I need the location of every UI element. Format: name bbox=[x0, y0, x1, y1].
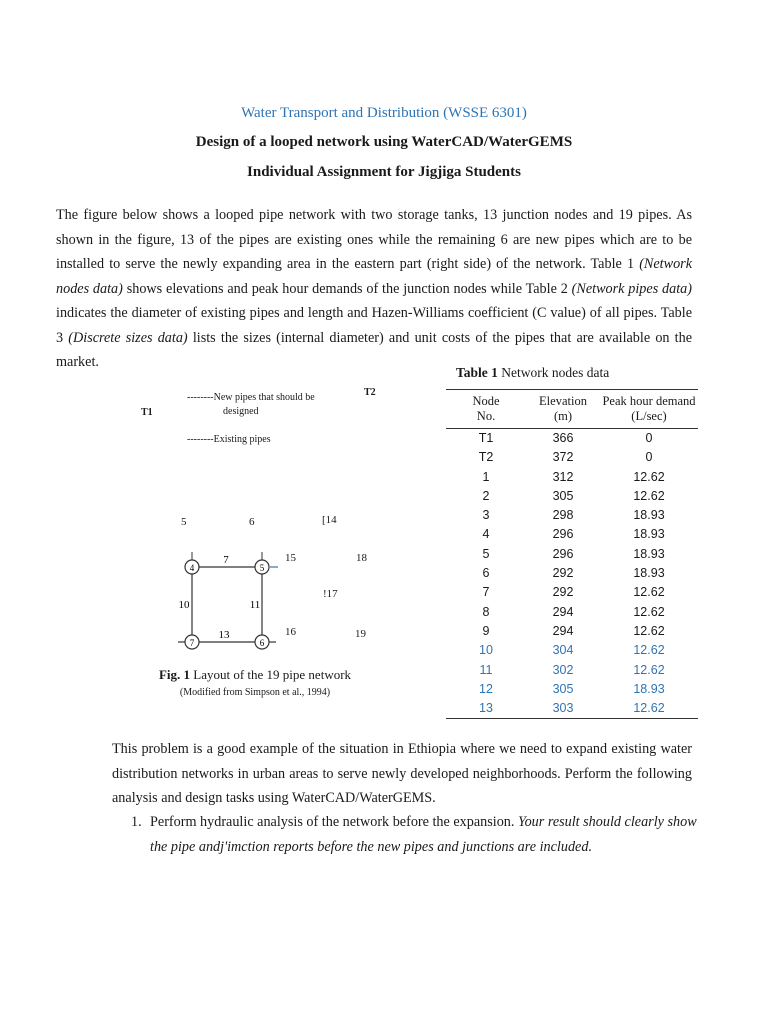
col-node bbox=[446, 390, 526, 429]
table-row bbox=[446, 448, 698, 467]
cell-node: T1 bbox=[478, 431, 494, 445]
intro-italic-1: (Network nodes data) bbox=[56, 256, 692, 297]
table-row bbox=[446, 468, 698, 487]
cell-demand: 18.93 bbox=[633, 508, 665, 523]
cell-demand: 12.62 bbox=[633, 469, 665, 484]
task-text bbox=[150, 810, 698, 859]
intro-text-2: shows elevations and peak hour demands of the junction nodes while Table 2 bbox=[122, 280, 572, 297]
pipe-13-label: 13 bbox=[218, 629, 230, 641]
table-row bbox=[446, 487, 698, 506]
cell-elevation: 294 bbox=[552, 623, 574, 638]
table-row-new-node bbox=[446, 661, 698, 680]
node-6-label: 6 bbox=[259, 638, 265, 648]
pipe-7-label: 7 bbox=[223, 554, 229, 566]
table-row bbox=[446, 583, 698, 602]
task-number: 1. bbox=[131, 814, 142, 830]
col-elevation-label-a: Elevation bbox=[539, 394, 587, 408]
table-row bbox=[446, 506, 698, 525]
cell-elevation: 298 bbox=[552, 508, 574, 523]
legend-new-pipes-2: designed bbox=[223, 406, 259, 417]
col-elevation-label-b: (m) bbox=[553, 409, 573, 423]
nodes-table bbox=[446, 389, 698, 719]
cell-demand: 12.62 bbox=[633, 662, 665, 677]
cell-node: 7 bbox=[482, 585, 490, 600]
cell-node: 10 bbox=[479, 643, 493, 658]
figure-caption bbox=[120, 667, 390, 683]
tank-t1-label: T1 bbox=[141, 407, 153, 418]
problem-paragraph: This problem is a good example of the situation in Ethiopia where we need to expand existing water distribution networks in urban areas to serve newly developed neighborhoods. Perform the following analysis and design tasks using WaterCAD/WaterGEMS. bbox=[112, 741, 692, 806]
cell-node: 13 bbox=[446, 699, 526, 719]
cell-demand: 0 bbox=[645, 450, 653, 465]
course-title: Water Transport and Distribution (WSSE 6301) bbox=[241, 105, 527, 121]
pipe-label-17: !17 bbox=[323, 588, 338, 600]
cell-demand: 12.62 bbox=[633, 643, 665, 658]
legend-new-pipes: --------New pipes that should be bbox=[187, 392, 315, 403]
figure-caption-label: Fig. 1 bbox=[158, 667, 191, 682]
table-caption bbox=[456, 365, 609, 381]
intro-text-1: The figure below shows a looped pipe network with two storage tanks, 13 junction nodes and 19 pipes. As shown in the figure, 13 of the pipes are existing ones while the remaining 6 are new pipes which are to be installed to serve the newly expanding area in the eastern part (right side) of the network. Table 1 bbox=[56, 207, 692, 272]
table-caption-label: Table 1 bbox=[456, 365, 498, 380]
cell-node: 3 bbox=[482, 508, 490, 523]
cell-demand: 18.93 bbox=[633, 681, 665, 696]
cell-elevation: 296 bbox=[552, 527, 574, 542]
cell-demand: 12.62 bbox=[633, 585, 665, 600]
intro-text-4: lists the sizes (internal diameter) and unit costs of the pipes that are available on the market. bbox=[56, 329, 693, 370]
cell-elevation: 372 bbox=[552, 450, 574, 465]
figure-caption-text: Layout of the 19 pipe network bbox=[190, 667, 352, 682]
cell-node: 11 bbox=[479, 662, 493, 677]
network-diagram bbox=[168, 552, 284, 656]
table-row bbox=[446, 564, 698, 583]
legend-existing-pipes: --------Existing pipes bbox=[187, 434, 271, 445]
assignment-title: Design of a looped network using WaterCAD/WaterGEMS bbox=[195, 134, 573, 150]
table-row bbox=[446, 429, 698, 449]
table-row bbox=[446, 622, 698, 641]
task-text-italic: Your result should clearly show the pipe andj'imction reports before the new pipes and junctions are included. bbox=[150, 814, 697, 855]
cell-elevation: 312 bbox=[552, 469, 574, 484]
cell-node: 5 bbox=[482, 546, 490, 561]
cell-demand: 18.93 bbox=[633, 566, 665, 581]
table-caption-text: Network nodes data bbox=[497, 365, 610, 380]
col-demand-label-a: Peak hour demand bbox=[602, 394, 696, 408]
cell-node: 4 bbox=[482, 527, 490, 542]
node-7-label: 7 bbox=[189, 638, 195, 648]
cell-demand: 0 bbox=[645, 431, 653, 445]
pipe-label-19: 19 bbox=[355, 628, 366, 640]
cell-node: 9 bbox=[482, 623, 490, 638]
tank-t2-label: T2 bbox=[364, 387, 376, 398]
cell-elevation: 305 bbox=[552, 681, 574, 696]
cell-demand: 12.62 bbox=[633, 488, 665, 503]
cell-node: T2 bbox=[478, 450, 494, 465]
table-row bbox=[446, 525, 698, 544]
node-5-label: 5 bbox=[259, 563, 265, 573]
cell-node: 1 bbox=[482, 469, 490, 484]
table-row bbox=[446, 545, 698, 564]
table-row bbox=[446, 603, 698, 622]
intro-paragraph bbox=[56, 203, 692, 375]
col-node-label-a: Node bbox=[472, 394, 500, 408]
cell-elevation: 305 bbox=[552, 488, 574, 503]
intro-text-3: indicates the diameter of existing pipes and length and Hazen-Williams coefficient (C value) of all pipes. Table 3 bbox=[56, 305, 692, 346]
intro-italic-2: (Network pipes data) bbox=[571, 280, 692, 297]
table-header-row bbox=[446, 390, 698, 429]
cell-elevation: 292 bbox=[552, 585, 574, 600]
cell-demand: 12.62 bbox=[600, 699, 698, 719]
intro-italic-3: (Discrete sizes data) bbox=[68, 329, 188, 346]
cell-node: 6 bbox=[482, 566, 490, 581]
cell-demand: 12.62 bbox=[633, 604, 665, 619]
cell-demand: 18.93 bbox=[633, 527, 665, 542]
cell-node: 2 bbox=[482, 488, 490, 503]
pipe-label-6: 6 bbox=[249, 516, 255, 528]
node-4-label: 4 bbox=[189, 563, 195, 573]
cell-elevation: 294 bbox=[552, 604, 574, 619]
assignment-subtitle: Individual Assignment for Jigjiga Students bbox=[247, 164, 521, 180]
cell-elevation: 303 bbox=[526, 699, 600, 719]
cell-node: 12 bbox=[479, 681, 493, 696]
table-row-new-node bbox=[446, 641, 698, 660]
col-demand bbox=[600, 390, 698, 429]
table-row-new-node bbox=[446, 699, 698, 719]
pipe-label-14: [14 bbox=[322, 514, 337, 526]
cell-elevation: 366 bbox=[552, 431, 574, 445]
pipe-label-5: 5 bbox=[181, 516, 187, 528]
col-node-label-b: No. bbox=[476, 409, 496, 423]
cell-demand: 12.62 bbox=[633, 623, 665, 638]
pipe-label-18: 18 bbox=[356, 552, 367, 564]
cell-node: 8 bbox=[482, 604, 490, 619]
cell-demand: 18.93 bbox=[633, 546, 665, 561]
pipe-label-15: 15 bbox=[285, 552, 296, 564]
task-text-plain: Perform hydraulic analysis of the network before the expansion. bbox=[150, 814, 518, 830]
figure-source: (Modified from Simpson et al., 1994) bbox=[179, 687, 331, 698]
cell-elevation: 296 bbox=[552, 546, 574, 561]
pipe-10-label: 10 bbox=[178, 599, 190, 611]
cell-elevation: 302 bbox=[552, 662, 574, 677]
table-row-new-node bbox=[446, 680, 698, 699]
col-elevation bbox=[526, 390, 600, 429]
cell-elevation: 292 bbox=[552, 566, 574, 581]
cell-elevation: 304 bbox=[552, 643, 574, 658]
pipe-11-label: 11 bbox=[249, 599, 261, 611]
pipe-label-16: 16 bbox=[285, 626, 296, 638]
col-demand-label-b: (L/sec) bbox=[631, 409, 667, 423]
